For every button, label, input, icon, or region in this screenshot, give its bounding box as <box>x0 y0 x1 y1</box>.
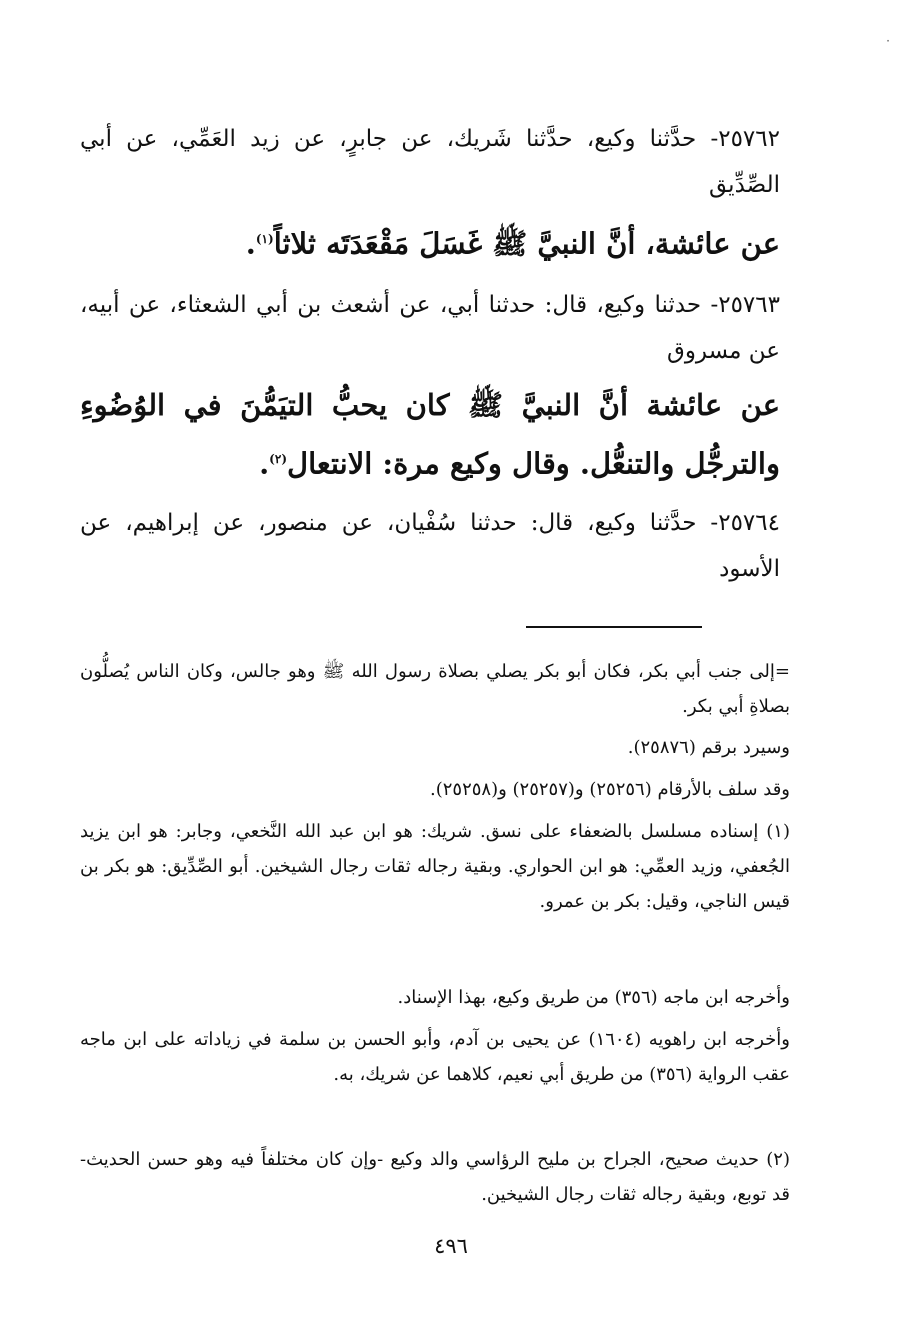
hadith-25763-matn <box>80 378 780 491</box>
footnote-ref-1: (١) <box>255 232 274 246</box>
footnote-1-takhrij-1: وأخرجه ابن ماجه (٣٥٦) من طريق وكيع، بهذا الإسناد. <box>397 987 790 1008</box>
hadith-25762-matn: عن عائشة، أنَّ النبيَّ ﷺ غَسَلَ مَقْعَدَتَه ثلاثاً$^{(١)}$. <box>245 226 780 261</box>
hadith-25763-matn-text: عن عائشة أنَّ النبيَّ ﷺ كان يحبُّ التيَمُّنَ في الوُضُوءِ والترجُّل والتنعُّل. وقال وكيع مرة: الانتعال <box>80 388 780 481</box>
hadith-25763-matn-end: . <box>259 446 270 481</box>
corner-mark: · <box>886 34 890 48</box>
footnote-previous: وقد سلف بالأرقام (٢٥٢٥٦) و(٢٥٢٥٧) و(٢٥٢٥٨). <box>429 779 790 800</box>
footnote-continuation: =إلى جنب أبي بكر، فكان أبو بكر يصلي بصلاة رسول الله ﷺ وهو جالس، وكان الناس يُصلُّون بصلاةِ أبي بكر. <box>80 661 790 717</box>
footnote-will-come: وسيرد برقم (٢٥٨٧٦). <box>627 737 790 758</box>
hadith-25762-matn-text: عن عائشة، أنَّ النبيَّ ﷺ غَسَلَ مَقْعَدَتَه ثلاثاً <box>273 226 780 261</box>
page-number: ٤٩٦ <box>434 1234 468 1258</box>
hadith-25762-chain: ٢٥٧٦٢- حدَّثنا وكيع، حدَّثنا شَريك، عن جابرٍ، عن زيد العَمِّي، عن أبي الصِّدِّيق <box>80 126 780 198</box>
footnote-1-takhrij-2: وأخرجه ابن راهويه (١٦٠٤) عن يحيى بن آدم، وأبو الحسن بن سلمة في زياداته على ابن ماجه عقب الرواية (٣٥٦) من طريق أبي نعيم، كلاهما عن شريك، به. <box>80 1029 790 1085</box>
hadith-25763-chain: ٢٥٧٦٣- حدثنا وكيع، قال: حدثنا أبي، عن أشعث بن أبي الشعثاء، عن أبيه، عن مسروق <box>80 292 780 364</box>
hadith-25764-chain: ٢٥٧٦٤- حدَّثنا وكيع، قال: حدثنا سُفْيان، عن منصور، عن إبراهيم، عن الأسود <box>80 510 780 582</box>
footnote-ref-2: (٢) <box>269 452 287 466</box>
footnote-2: (٢) حديث صحيح، الجراح بن مليح الرؤاسي والد وكيع -وإن كان مختلفاً فيه وهو حسن الحديث- قد توبع، وبقية رجاله ثقات رجال الشيخين. <box>80 1149 790 1205</box>
footnote-1: (١) إسناده مسلسل بالضعفاء على نسق. شريك: هو ابن عبد الله النَّخعي، وجابر: هو ابن يزيد الجُعفي، وزيد العمِّي: هو ابن الحواري. وبقية رجاله ثقات رجال الشيخين. أبو الصِّدِّيق: هو بكر بن قيس الناجي، وقيل: بكر بن عمرو. <box>80 821 790 912</box>
footnote-separator <box>526 626 702 628</box>
